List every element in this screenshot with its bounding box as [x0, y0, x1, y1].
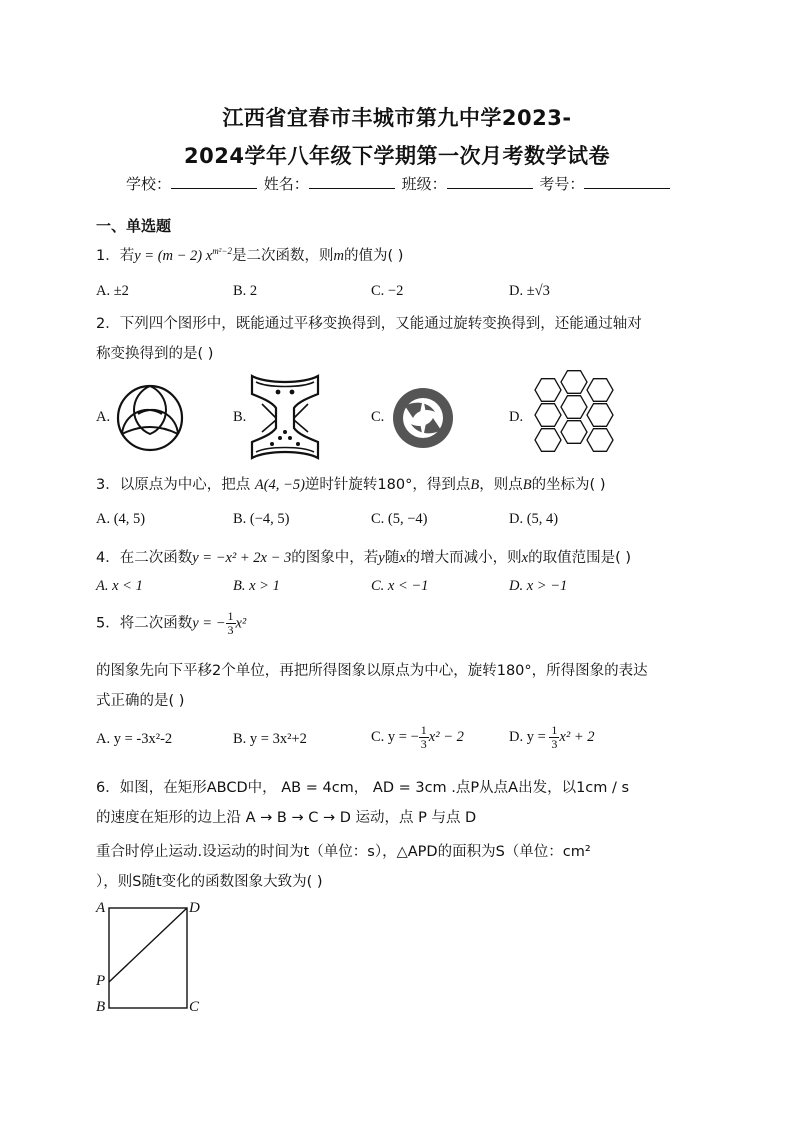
page-title-line1: 江西省宜春市丰城市第九中学2023- — [222, 106, 572, 130]
q1-post2: 的值为( ) — [343, 248, 404, 264]
q2-option-c[interactable]: C. — [371, 409, 385, 425]
q5-option-c[interactable] — [371, 724, 464, 751]
q2-text-2: 称变换得到的是( ) — [96, 346, 214, 362]
q4-option-a[interactable]: A. x < 1 — [96, 578, 143, 594]
q5-option-d-fraction — [549, 724, 559, 751]
q5-option-c-pre: C. y = − — [371, 728, 419, 745]
q5-option-d-den: 3 — [551, 737, 558, 751]
name-label: 姓名： — [263, 175, 309, 193]
question-6-line1 — [96, 776, 629, 797]
q6-number: 6． — [96, 780, 120, 796]
q4-text-d: 的增大而减小，则 — [405, 550, 522, 566]
q5-option-c-post: x² − 2 — [428, 728, 464, 745]
label-p: P — [96, 973, 106, 989]
exam-number-label: 考号： — [539, 175, 585, 193]
page-title-line2: 2024学年八年级下学期第一次月考数学试卷 — [184, 144, 610, 168]
hexagon-cell — [587, 404, 613, 427]
q1-var: m — [333, 248, 344, 264]
q2-option-b[interactable]: B. — [233, 409, 247, 425]
section-title: 一、单选题 — [96, 217, 172, 235]
q2-figure-c-swirl-icon — [391, 386, 455, 450]
q6-text-3: 重合时停止运动.设运动的时间为t（单位：s），△APD的面积为S（单位：cm² — [96, 844, 591, 860]
q5-text-a: 将二次函数 — [119, 615, 193, 632]
q2-number: 2． — [96, 316, 120, 332]
q5-option-a[interactable]: A. y = -3x²-2 — [96, 731, 173, 747]
question-3 — [96, 473, 606, 494]
q5-frac-den: 3 — [227, 623, 234, 637]
q2-figure-d-hexagons-icon — [528, 372, 620, 458]
q1-option-b[interactable]: B. 2 — [233, 283, 258, 299]
q2-option-d[interactable]: D. — [509, 409, 524, 425]
q3-text-b: 逆时针旋转180°，得到点 — [304, 477, 471, 493]
q1-expr: y = (m − 2) x — [134, 248, 213, 264]
exam-number-blank — [584, 174, 670, 189]
q4-option-c[interactable]: C. x < −1 — [371, 578, 429, 594]
hexagon-cell — [561, 371, 587, 394]
q6-text-1: 如图，在矩形ABCD中， AB = 4cm， AD = 3cm .点P从点A出发，以1cm / s — [119, 780, 630, 796]
q4-expr: y = −x² + 2x − 3 — [192, 550, 292, 566]
q3-b: B — [470, 477, 480, 493]
q5-frac-num: 1 — [227, 609, 234, 623]
q5-option-c-num: 1 — [420, 723, 427, 737]
school-label: 学校： — [126, 175, 172, 193]
question-2-line1 — [96, 312, 642, 333]
q1-exp: m²−2 — [212, 246, 232, 257]
q3-option-a[interactable]: A. (4, 5) — [96, 511, 146, 527]
q2-figure-a-trefoil-icon — [116, 384, 184, 452]
q2-text-1: 下列四个图形中，既能通过平移变换得到，又能通过旋转变换得到，还能通过轴对 — [119, 316, 642, 332]
q5-number: 5． — [96, 615, 120, 632]
q5-expr-y: y = − — [192, 615, 226, 632]
class-blank — [447, 174, 533, 189]
hexagon-cell — [587, 379, 613, 402]
hexagon-cell — [561, 396, 587, 419]
name-blank — [309, 174, 395, 189]
q3-b2: B — [522, 477, 532, 493]
q3-text-c: ，则点 — [479, 477, 523, 493]
rectangle-abcd — [109, 908, 187, 1008]
hexagon-cell — [535, 379, 561, 402]
q3-option-d[interactable]: D. (5, 4) — [509, 511, 559, 527]
q1-number: 1． — [96, 248, 120, 264]
q4-number: 4． — [96, 550, 120, 566]
q4-option-b[interactable]: B. x > 1 — [233, 578, 280, 594]
hexagon-cell — [535, 429, 561, 452]
q5-option-d[interactable] — [509, 724, 594, 751]
q6-text-4: ），则S随t变化的函数图象大致为( ) — [96, 874, 323, 890]
question-1 — [96, 244, 403, 265]
q5-option-c-fraction — [419, 724, 429, 751]
q4-x: x — [399, 550, 406, 566]
q5-text-2: 的图象先向下平移2个单位，再把所得图象以原点为中心，旋转180°，所得图象的表达 — [96, 663, 648, 679]
label-d: D — [189, 900, 200, 916]
segment-pd — [109, 908, 187, 982]
label-b: B — [96, 999, 106, 1015]
q4-text-b: 的图象中，若 — [291, 550, 379, 566]
q5-expr-x: x² — [235, 615, 247, 632]
q4-text-a: 在二次函数 — [119, 550, 193, 566]
q3-text-d: 的坐标为( ) — [531, 477, 606, 493]
q3-text-a: 以原点为中心，把点 — [119, 477, 251, 493]
q2-figure-b-ornament-icon — [248, 374, 322, 460]
q1-option-d[interactable]: D. ±√3 — [509, 283, 550, 299]
q4-x2: x — [521, 550, 529, 566]
hexagon-cell — [587, 429, 613, 452]
q5-text-3: 式正确的是( ) — [96, 693, 185, 709]
student-info-row — [126, 173, 672, 194]
q1-option-a[interactable]: A. ±2 — [96, 283, 129, 299]
q5-fraction — [226, 610, 236, 637]
hexagon-cell — [535, 404, 561, 427]
q6-text-2: 的速度在矩形的边上沿 A → B → C → D 运动，点 P 与点 D — [96, 810, 477, 826]
q5-option-d-pre: D. y = — [509, 728, 550, 745]
q2-option-a[interactable]: A. — [96, 409, 111, 425]
q3-number: 3． — [96, 477, 120, 493]
label-a: A — [96, 900, 106, 916]
q3-option-c[interactable]: C. (5, −4) — [371, 511, 428, 527]
class-label: 班级： — [401, 175, 447, 193]
school-blank — [171, 174, 257, 189]
q1-pre: 若 — [119, 248, 135, 264]
label-c: C — [189, 999, 200, 1015]
q5-option-d-post: x² + 2 — [559, 728, 595, 745]
hexagon-cell — [561, 421, 587, 444]
q5-option-b[interactable]: B. y = 3x²+2 — [233, 731, 307, 747]
q1-post: 是二次函数，则 — [231, 248, 334, 264]
q1-option-c[interactable]: C. −2 — [371, 283, 404, 299]
q4-option-d[interactable]: D. x > −1 — [509, 578, 568, 594]
question-4 — [96, 546, 631, 567]
q3-point: A(4, −5) — [254, 477, 305, 493]
q5-option-c-den: 3 — [420, 737, 427, 751]
q4-text-e: 的取值范围是( ) — [528, 550, 632, 566]
q3-option-b[interactable]: B. (−4, 5) — [233, 511, 290, 527]
question-5-line1 — [96, 610, 246, 637]
q4-text-c: 随 — [384, 550, 400, 566]
q4-y: y — [378, 550, 385, 566]
q5-option-d-num: 1 — [551, 723, 558, 737]
